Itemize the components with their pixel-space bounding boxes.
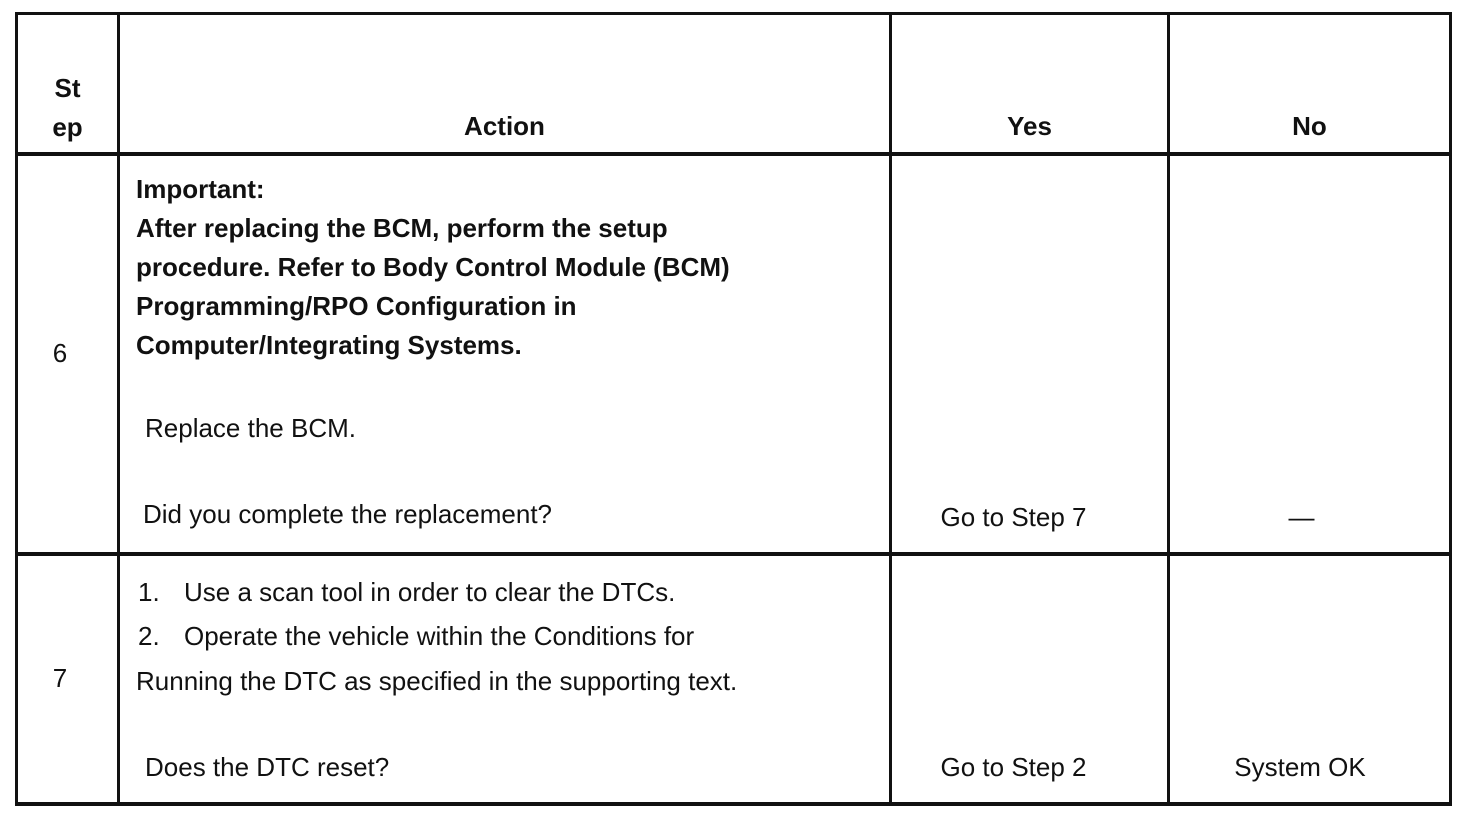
row-6-question: Did you complete the replacement? (143, 499, 553, 529)
table-top-border (15, 12, 1452, 15)
important-line: After replacing the BCM, perform the setup (136, 213, 668, 243)
header-action: Action (464, 111, 545, 141)
important-line: Programming/RPO Configuration in (136, 291, 577, 321)
header-step-line1: St (54, 73, 81, 103)
row-7-list-item-number: 2. (138, 621, 160, 651)
row-7-question: Does the DTC reset? (145, 752, 390, 782)
row-7-yes-result: Go to Step 2 (940, 752, 1087, 782)
row-divider (15, 552, 1452, 556)
row-7-list-item-text: Use a scan tool in order to clear the DTCs. (184, 577, 676, 607)
important-line: procedure. Refer to Body Control Module (BCM) (136, 252, 730, 282)
header-yes: Yes (1007, 111, 1052, 141)
table-bottom-border (15, 802, 1452, 806)
row-7-list-item-text: Operate the vehicle within the Conditions for (184, 621, 695, 651)
row-6-important-note (136, 170, 730, 365)
table-right-border (1449, 12, 1452, 806)
row-7-continuation: Running the DTC as specified in the supporting text. (136, 666, 738, 696)
header-no: No (1292, 111, 1327, 141)
row-7-step-number: 7 (52, 663, 68, 693)
row-6-step-number: 6 (52, 338, 68, 368)
important-heading: Important: (136, 174, 265, 204)
header-step (18, 69, 117, 147)
row-6-instruction: Replace the BCM. (145, 413, 356, 443)
row-6-yes-result: Go to Step 7 (940, 502, 1087, 532)
important-line: Computer/Integrating Systems. (136, 330, 522, 360)
header-step-line2: ep (52, 112, 83, 142)
row-7-list-item-number: 1. (138, 577, 160, 607)
row-7-no-result: System OK (1234, 752, 1366, 782)
row-6-no-result: — (1288, 502, 1315, 532)
header-bottom-border (15, 152, 1452, 156)
